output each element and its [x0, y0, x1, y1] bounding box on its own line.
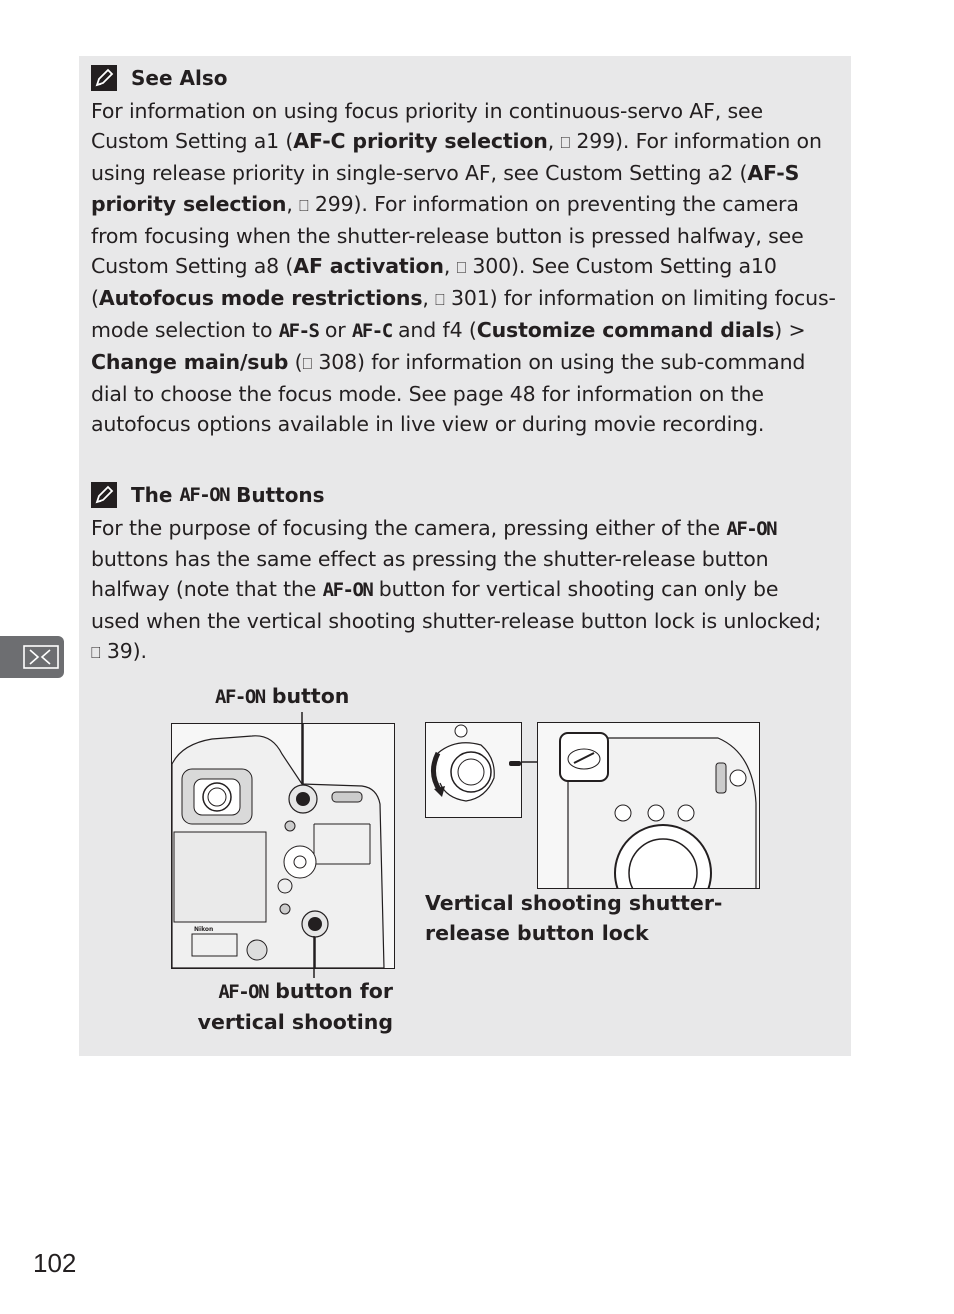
text-segment: 299). For information on using release priority in single-servo AF, see Custom Setting a2 (: [91, 129, 822, 186]
text-segment: 301) for information on limiting focus-mode selection to: [91, 286, 836, 343]
text-segment: ,: [286, 191, 300, 216]
lock-callout: [425, 888, 722, 948]
vertical-af-on-callout: [170, 976, 393, 1037]
text-segment: ) >: [774, 318, 806, 343]
vertical-grip-figure: [537, 722, 760, 889]
vertical-af-on-rest: button for: [268, 979, 393, 1003]
page-number: 102: [33, 1248, 77, 1278]
text-segment: buttons has the same effect as pressing the shutter-release button halfway (note that the: [91, 547, 769, 602]
text-segment: AF activation: [293, 254, 444, 279]
book-reference-icon: ⎕: [435, 290, 445, 310]
book-reference-icon: ⎕: [299, 195, 309, 215]
text-segment: Customize command dials: [476, 318, 775, 343]
text-segment: AF-ON: [322, 579, 373, 602]
book-reference-icon: ⎕: [560, 133, 570, 153]
see-also-title: See Also: [131, 66, 228, 90]
text-segment: For the purpose of focusing the camera, pressing either of the: [91, 516, 727, 540]
text-segment: Autofocus mode restrictions: [98, 286, 423, 311]
text-segment: AF-C priority selection: [293, 129, 548, 154]
text-segment: 300). See Custom Setting a10 (: [91, 254, 777, 311]
camera-brand-label: Nikon: [194, 926, 214, 933]
book-reference-icon: ⎕: [302, 353, 312, 373]
text-segment: button for vertical shooting can only be used when the vertical shooting shutter-release button lock is unlocked;: [91, 577, 822, 633]
af-on-title-pre: The: [131, 483, 180, 507]
text-segment: AF-C: [351, 320, 392, 343]
text-segment: and f4 (: [391, 318, 477, 343]
text-segment: ,: [422, 286, 436, 311]
text-segment: 299). For information on preventing the camera from focusing when the shutter-release button is pressed halfway, see Custom Setting a8 (: [91, 191, 804, 279]
text-segment: For information on using focus priority in continuous-servo AF, see Custom Setting a1 (: [91, 99, 763, 154]
text-segment: AF-ON: [726, 518, 777, 540]
text-segment: 39).: [100, 638, 147, 663]
text-segment: AF-S: [278, 320, 319, 343]
af-on-button-cond: AF-ON: [215, 686, 265, 708]
text-segment: ,: [443, 254, 457, 279]
text-segment: ,: [547, 129, 561, 154]
lock-callout-line1: Vertical shooting shutter-: [425, 891, 723, 915]
vertical-af-on-cond: AF-ON: [218, 981, 269, 1003]
af-on-button-rest: button: [264, 684, 350, 708]
lock-callout-line2: release button lock: [425, 921, 649, 945]
text-segment: (: [288, 349, 303, 374]
af-on-title-post: Buttons: [229, 483, 325, 507]
text-segment: Change main/sub: [91, 349, 289, 374]
text-segment: or: [318, 318, 352, 343]
vertical-af-on-line2: vertical shooting: [197, 1010, 393, 1034]
book-reference-icon: ⎕: [91, 642, 101, 662]
text-segment: AF-S priority selection: [91, 161, 800, 216]
book-reference-icon: ⎕: [456, 258, 467, 278]
text-segment: 308) for information on using the sub-command dial to choose the focus mode. See page 48 for information on the autofocus options available in live view or during movie recording.: [91, 349, 806, 437]
af-on-title-cond: AF-ON: [179, 484, 230, 506]
lock-detail-figure: [425, 722, 522, 818]
